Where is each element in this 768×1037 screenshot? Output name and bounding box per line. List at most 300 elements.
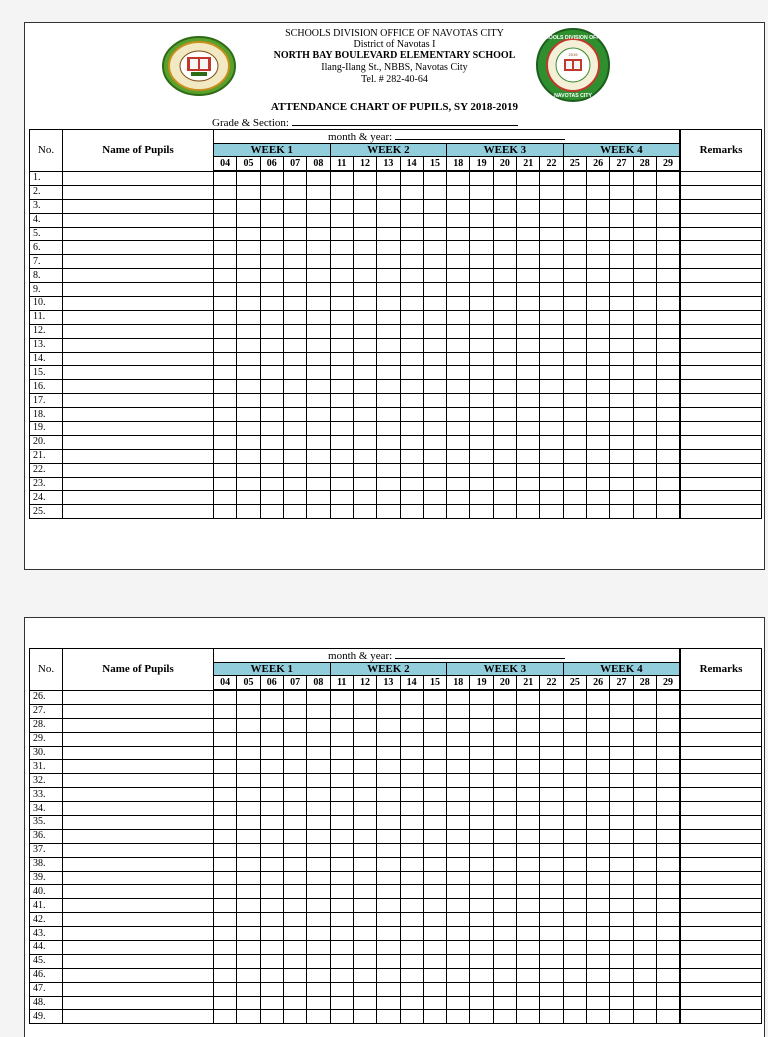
attendance-cell xyxy=(214,255,237,269)
attendance-cell xyxy=(260,899,283,913)
attendance-cell xyxy=(283,505,306,519)
attendance-cell xyxy=(517,913,540,927)
attendance-cell xyxy=(283,491,306,505)
row-number: 34. xyxy=(30,802,63,816)
attendance-cell xyxy=(610,774,633,788)
attendance-cell xyxy=(260,505,283,519)
day-header: 29 xyxy=(656,676,680,691)
attendance-cell xyxy=(377,297,400,311)
attendance-cell xyxy=(400,857,423,871)
attendance-cell xyxy=(656,199,680,213)
attendance-cell xyxy=(283,843,306,857)
attendance-cell xyxy=(330,422,353,436)
attendance-cell xyxy=(447,899,470,913)
pupil-row xyxy=(30,227,762,241)
attendance-cell xyxy=(377,774,400,788)
remarks-cell xyxy=(680,241,762,255)
attendance-cell xyxy=(377,968,400,982)
attendance-cell xyxy=(493,829,516,843)
school-address: Ilang-Ilang St., NBBS, Navotas City xyxy=(321,62,468,73)
attendance-cell xyxy=(237,297,260,311)
attendance-cell xyxy=(517,255,540,269)
attendance-cell xyxy=(447,954,470,968)
attendance-cell xyxy=(447,227,470,241)
attendance-cell xyxy=(563,954,586,968)
attendance-cell xyxy=(260,718,283,732)
attendance-cell xyxy=(587,449,610,463)
attendance-cell xyxy=(517,269,540,283)
attendance-cell xyxy=(283,324,306,338)
attendance-cell xyxy=(423,255,446,269)
row-number: 24. xyxy=(30,491,63,505)
attendance-cell xyxy=(423,788,446,802)
row-number: 35. xyxy=(30,816,63,830)
attendance-cell xyxy=(563,491,586,505)
attendance-cell xyxy=(330,380,353,394)
pupil-row xyxy=(30,760,762,774)
attendance-cell xyxy=(377,463,400,477)
attendance-cell xyxy=(656,899,680,913)
attendance-cell xyxy=(633,982,656,996)
attendance-cell xyxy=(493,310,516,324)
attendance-cell xyxy=(447,802,470,816)
attendance-cell xyxy=(493,704,516,718)
attendance-cell xyxy=(237,982,260,996)
attendance-cell xyxy=(470,843,493,857)
remarks-cell xyxy=(680,422,762,436)
attendance-cell xyxy=(517,477,540,491)
attendance-cell xyxy=(214,199,237,213)
division-name: SCHOOLS DIVISION OFFICE OF NAVOTAS CITY xyxy=(285,28,504,39)
attendance-cell xyxy=(563,255,586,269)
attendance-cell xyxy=(353,338,376,352)
attendance-cell xyxy=(260,704,283,718)
attendance-cell xyxy=(400,982,423,996)
attendance-cell xyxy=(470,352,493,366)
attendance-cell xyxy=(633,491,656,505)
attendance-cell xyxy=(283,982,306,996)
attendance-cell xyxy=(353,829,376,843)
attendance-cell xyxy=(353,449,376,463)
attendance-cell xyxy=(633,913,656,927)
attendance-cell xyxy=(237,199,260,213)
day-header: 25 xyxy=(563,157,586,172)
attendance-cell xyxy=(330,185,353,199)
attendance-cell xyxy=(470,199,493,213)
attendance-cell xyxy=(330,505,353,519)
pupil-row xyxy=(30,269,762,283)
pupil-row xyxy=(30,310,762,324)
attendance-cell xyxy=(283,760,306,774)
attendance-cell xyxy=(633,885,656,899)
attendance-cell xyxy=(587,435,610,449)
attendance-cell xyxy=(400,899,423,913)
attendance-cell xyxy=(260,324,283,338)
attendance-cell xyxy=(633,704,656,718)
attendance-cell xyxy=(493,241,516,255)
attendance-cell xyxy=(517,899,540,913)
attendance-cell xyxy=(377,899,400,913)
attendance-cell xyxy=(214,394,237,408)
attendance-cell xyxy=(587,213,610,227)
attendance-cell xyxy=(330,213,353,227)
attendance-cell xyxy=(656,954,680,968)
attendance-cell xyxy=(447,213,470,227)
day-header: 11 xyxy=(330,676,353,691)
attendance-cell xyxy=(493,199,516,213)
attendance-cell xyxy=(517,871,540,885)
attendance-cell xyxy=(330,1010,353,1024)
attendance-cell xyxy=(237,491,260,505)
attendance-cell xyxy=(447,913,470,927)
attendance-cell xyxy=(656,477,680,491)
attendance-cell xyxy=(260,283,283,297)
attendance-cell xyxy=(237,885,260,899)
pupil-name-cell xyxy=(63,802,214,816)
attendance-cell xyxy=(517,310,540,324)
pupil-name-cell xyxy=(63,690,214,704)
attendance-cell xyxy=(214,408,237,422)
attendance-cell xyxy=(540,255,563,269)
attendance-cell xyxy=(493,816,516,830)
remarks-cell xyxy=(680,1010,762,1024)
attendance-cell xyxy=(656,690,680,704)
attendance-cell xyxy=(563,297,586,311)
attendance-cell xyxy=(353,1010,376,1024)
row-number: 4. xyxy=(30,213,63,227)
attendance-cell xyxy=(447,310,470,324)
attendance-cell xyxy=(470,185,493,199)
attendance-cell xyxy=(563,477,586,491)
attendance-cell xyxy=(237,283,260,297)
attendance-cell xyxy=(656,885,680,899)
attendance-cell xyxy=(587,185,610,199)
attendance-cell xyxy=(400,408,423,422)
attendance-cell xyxy=(540,241,563,255)
attendance-cell xyxy=(237,422,260,436)
attendance-cell xyxy=(377,324,400,338)
attendance-cell xyxy=(214,816,237,830)
attendance-cell xyxy=(260,982,283,996)
attendance-cell xyxy=(353,283,376,297)
attendance-cell xyxy=(423,885,446,899)
week-header-1: WEEK 1 xyxy=(214,144,331,157)
attendance-cell xyxy=(633,746,656,760)
attendance-cell xyxy=(447,718,470,732)
remarks-cell xyxy=(680,310,762,324)
attendance-cell xyxy=(330,718,353,732)
attendance-cell xyxy=(587,885,610,899)
attendance-cell xyxy=(633,199,656,213)
attendance-cell xyxy=(237,394,260,408)
attendance-cell xyxy=(610,213,633,227)
remarks-cell xyxy=(680,366,762,380)
attendance-cell xyxy=(563,982,586,996)
attendance-cell xyxy=(470,310,493,324)
pupil-name-cell xyxy=(63,927,214,941)
attendance-cell xyxy=(214,477,237,491)
attendance-cell xyxy=(330,982,353,996)
attendance-cell xyxy=(610,255,633,269)
row-number: 39. xyxy=(30,871,63,885)
attendance-cell xyxy=(540,227,563,241)
attendance-cell xyxy=(563,816,586,830)
attendance-cell xyxy=(283,774,306,788)
month-year-blank-line xyxy=(395,131,565,140)
attendance-cell xyxy=(283,227,306,241)
attendance-cell xyxy=(540,171,563,185)
attendance-cell xyxy=(470,899,493,913)
attendance-cell xyxy=(423,704,446,718)
attendance-cell xyxy=(353,704,376,718)
pupil-name-cell xyxy=(63,422,214,436)
day-header: 27 xyxy=(610,157,633,172)
attendance-cell xyxy=(307,463,330,477)
attendance-cell xyxy=(540,899,563,913)
attendance-cell xyxy=(307,857,330,871)
attendance-cell xyxy=(353,843,376,857)
row-number: 13. xyxy=(30,338,63,352)
attendance-cell xyxy=(587,843,610,857)
attendance-cell xyxy=(423,171,446,185)
row-number: 18. xyxy=(30,408,63,422)
pupil-name-cell xyxy=(63,746,214,760)
remarks-cell xyxy=(680,718,762,732)
month-year-field xyxy=(214,130,681,144)
attendance-cell xyxy=(517,704,540,718)
attendance-cell xyxy=(517,324,540,338)
attendance-cell xyxy=(400,477,423,491)
attendance-cell xyxy=(656,816,680,830)
attendance-cell xyxy=(330,690,353,704)
attendance-cell xyxy=(423,310,446,324)
attendance-cell xyxy=(353,380,376,394)
attendance-cell xyxy=(633,954,656,968)
attendance-cell xyxy=(283,829,306,843)
attendance-cell xyxy=(470,505,493,519)
pupil-name-cell xyxy=(63,871,214,885)
attendance-cell xyxy=(400,843,423,857)
attendance-cell xyxy=(237,324,260,338)
attendance-cell xyxy=(493,746,516,760)
attendance-cell xyxy=(493,324,516,338)
remarks-cell xyxy=(680,829,762,843)
pupil-name-cell xyxy=(63,788,214,802)
attendance-cell xyxy=(610,816,633,830)
attendance-cell xyxy=(330,913,353,927)
attendance-cell xyxy=(283,718,306,732)
attendance-cell xyxy=(447,704,470,718)
attendance-cell xyxy=(633,283,656,297)
pupil-name-cell xyxy=(63,297,214,311)
attendance-cell xyxy=(237,913,260,927)
attendance-cell xyxy=(400,449,423,463)
attendance-cell xyxy=(260,871,283,885)
attendance-cell xyxy=(540,366,563,380)
attendance-cell xyxy=(353,871,376,885)
attendance-cell xyxy=(283,968,306,982)
attendance-cell xyxy=(423,843,446,857)
attendance-cell xyxy=(493,255,516,269)
attendance-cell xyxy=(237,996,260,1010)
day-header: 20 xyxy=(493,676,516,691)
attendance-cell xyxy=(470,788,493,802)
attendance-cell xyxy=(260,171,283,185)
attendance-cell xyxy=(330,324,353,338)
attendance-cell xyxy=(237,954,260,968)
attendance-cell xyxy=(353,996,376,1010)
attendance-cell xyxy=(656,746,680,760)
grade-section-field xyxy=(212,116,518,129)
pupil-name-cell xyxy=(63,394,214,408)
attendance-cell xyxy=(400,310,423,324)
attendance-cell xyxy=(470,760,493,774)
attendance-cell xyxy=(307,449,330,463)
attendance-cell xyxy=(447,774,470,788)
attendance-cell xyxy=(260,802,283,816)
attendance-cell xyxy=(470,982,493,996)
attendance-cell xyxy=(260,199,283,213)
pupil-row xyxy=(30,185,762,199)
attendance-cell xyxy=(237,788,260,802)
pupil-row xyxy=(30,213,762,227)
attendance-cell xyxy=(656,352,680,366)
attendance-cell xyxy=(330,704,353,718)
attendance-cell xyxy=(540,324,563,338)
remarks-cell xyxy=(680,690,762,704)
attendance-cell xyxy=(587,408,610,422)
attendance-cell xyxy=(237,843,260,857)
pupil-name-cell xyxy=(63,968,214,982)
attendance-cell xyxy=(470,477,493,491)
attendance-cell xyxy=(260,227,283,241)
attendance-cell xyxy=(633,324,656,338)
remarks-cell xyxy=(680,463,762,477)
attendance-cell xyxy=(330,996,353,1010)
attendance-cell xyxy=(656,913,680,927)
day-header: 08 xyxy=(307,157,330,172)
attendance-cell xyxy=(353,885,376,899)
attendance-cell xyxy=(260,352,283,366)
attendance-cell xyxy=(517,690,540,704)
attendance-cell xyxy=(307,297,330,311)
attendance-cell xyxy=(237,227,260,241)
attendance-cell xyxy=(447,255,470,269)
attendance-cell xyxy=(400,213,423,227)
attendance-cell xyxy=(540,843,563,857)
attendance-cell xyxy=(493,760,516,774)
attendance-cell xyxy=(563,968,586,982)
pupil-row xyxy=(30,463,762,477)
attendance-cell xyxy=(377,1010,400,1024)
attendance-cell xyxy=(237,171,260,185)
attendance-cell xyxy=(283,408,306,422)
attendance-cell xyxy=(283,788,306,802)
attendance-cell xyxy=(633,732,656,746)
attendance-cell xyxy=(470,746,493,760)
attendance-cell xyxy=(400,283,423,297)
attendance-cell xyxy=(587,227,610,241)
attendance-cell xyxy=(260,968,283,982)
attendance-cell xyxy=(540,505,563,519)
attendance-cell xyxy=(353,227,376,241)
attendance-cell xyxy=(214,283,237,297)
row-number: 12. xyxy=(30,324,63,338)
attendance-cell xyxy=(493,982,516,996)
attendance-cell xyxy=(423,477,446,491)
pupil-row xyxy=(30,816,762,830)
week-header-1: WEEK 1 xyxy=(214,663,331,676)
attendance-cell xyxy=(237,690,260,704)
attendance-cell xyxy=(377,885,400,899)
row-number: 49. xyxy=(30,1010,63,1024)
day-header: 22 xyxy=(540,157,563,172)
attendance-cell xyxy=(307,954,330,968)
attendance-cell xyxy=(260,941,283,955)
attendance-cell xyxy=(423,774,446,788)
remarks-cell xyxy=(680,927,762,941)
attendance-cell xyxy=(563,913,586,927)
attendance-cell xyxy=(214,899,237,913)
attendance-cell xyxy=(377,380,400,394)
attendance-cell xyxy=(493,366,516,380)
attendance-cell xyxy=(656,871,680,885)
attendance-cell xyxy=(447,366,470,380)
attendance-cell xyxy=(400,746,423,760)
attendance-cell xyxy=(470,241,493,255)
attendance-cell xyxy=(517,241,540,255)
attendance-cell xyxy=(540,690,563,704)
pupil-name-cell xyxy=(63,435,214,449)
remarks-cell xyxy=(680,788,762,802)
attendance-cell xyxy=(517,816,540,830)
attendance-cell xyxy=(610,829,633,843)
attendance-cell xyxy=(377,927,400,941)
attendance-cell xyxy=(353,185,376,199)
attendance-cell xyxy=(214,324,237,338)
attendance-cell xyxy=(633,968,656,982)
attendance-cell xyxy=(587,380,610,394)
attendance-cell xyxy=(493,802,516,816)
day-header: 25 xyxy=(563,676,586,691)
attendance-cell xyxy=(540,199,563,213)
day-header: 14 xyxy=(400,157,423,172)
attendance-cell xyxy=(330,449,353,463)
day-header: 29 xyxy=(656,157,680,172)
attendance-cell xyxy=(353,394,376,408)
attendance-cell xyxy=(540,982,563,996)
attendance-cell xyxy=(540,310,563,324)
attendance-cell xyxy=(260,422,283,436)
attendance-cell xyxy=(633,843,656,857)
attendance-cell xyxy=(423,746,446,760)
svg-text:NAVOTAS CITY: NAVOTAS CITY xyxy=(554,93,592,99)
attendance-cell xyxy=(377,746,400,760)
attendance-cell xyxy=(237,774,260,788)
attendance-cell xyxy=(493,941,516,955)
attendance-cell xyxy=(330,255,353,269)
attendance-cell xyxy=(633,310,656,324)
attendance-cell xyxy=(423,816,446,830)
week-header-2: WEEK 2 xyxy=(330,663,447,676)
day-header: 19 xyxy=(470,157,493,172)
remarks-cell xyxy=(680,857,762,871)
pupil-row xyxy=(30,802,762,816)
attendance-cell xyxy=(283,297,306,311)
attendance-cell xyxy=(563,732,586,746)
attendance-cell xyxy=(587,241,610,255)
row-number: 29. xyxy=(30,732,63,746)
